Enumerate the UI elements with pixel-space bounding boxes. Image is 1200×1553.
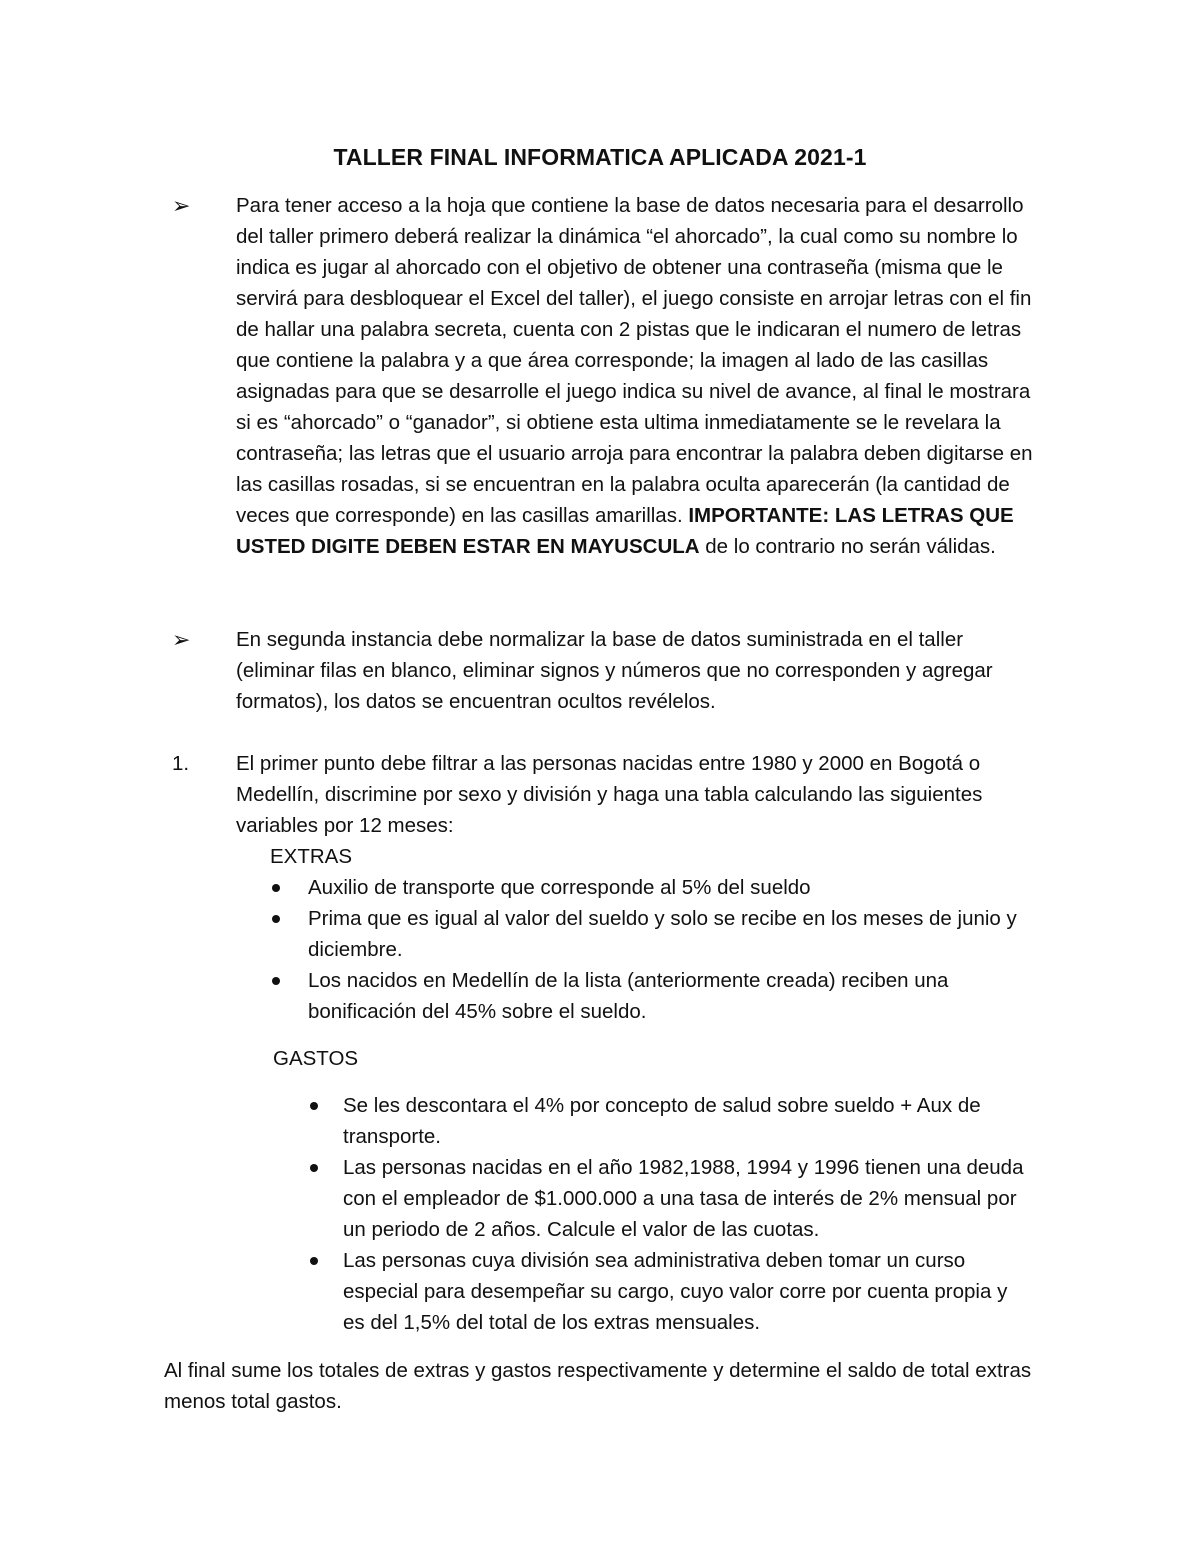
paragraph-access-tail: de lo contrario no serán válidas. xyxy=(705,535,996,558)
paragraph-access xyxy=(236,190,1036,562)
extras-item: Los nacidos en Medellín de la lista (anteriormente creada) reciben una bonificación del 45% sobre el sueldo. xyxy=(308,969,949,1023)
bullet-dot-icon xyxy=(310,1164,318,1172)
bullet-dot-icon xyxy=(272,977,280,985)
extras-item: Auxilio de transporte que corresponde al 5% del sueldo xyxy=(308,876,811,899)
gastos-item: Las personas nacidas en el año 1982,1988, 1994 y 1996 tienen una deuda con el empleador de $1.000.000 a una tasa de interés de 2% mensual por un periodo de 2 años. Calcule el valor de las cuotas. xyxy=(343,1156,1024,1241)
extras-label: EXTRAS xyxy=(270,845,353,868)
gastos-item: Se les descontara el 4% por concepto de salud sobre sueldo + Aux de transporte. xyxy=(343,1094,981,1148)
arrow-bullet-icon: ➢ xyxy=(172,193,191,218)
list-number: 1. xyxy=(172,752,190,775)
gastos-label: GASTOS xyxy=(273,1047,359,1070)
gastos-item: Las personas cuya división sea administrativa deben tomar un curso especial para desempeñar su cargo, cuyo valor corre por cuenta propia y es del 1,5% del total de los extras mensuales. xyxy=(343,1249,1008,1334)
paragraph-normalize: En segunda instancia debe normalizar la base de datos suministrada en el taller (eliminar filas en blanco, eliminar signos y números que no corresponden y agregar formatos), los datos se encuentran ocultos revélelos. xyxy=(236,628,993,713)
final-paragraph: Al final sume los totales de extras y gastos respectivamente y determine el saldo de total extras menos total gastos. xyxy=(164,1359,1032,1413)
arrow-bullet-icon: ➢ xyxy=(172,627,191,652)
bullet-dot-icon xyxy=(310,1257,318,1265)
paragraph-access-important: IMPORTANTE: LAS LETRAS QUE USTED DIGITE DEBEN ESTAR EN MAYUSCULA xyxy=(236,504,1014,558)
bullet-dot-icon xyxy=(310,1102,318,1110)
document-title: TALLER FINAL INFORMATICA APLICADA 2021-1 xyxy=(333,144,867,170)
bullet-dot-icon xyxy=(272,915,280,923)
point-one-text: El primer punto debe filtrar a las personas nacidas entre 1980 y 2000 en Bogotá o Medellín, discrimine por sexo y división y haga una tabla calculando las siguientes variables por 12 meses: xyxy=(236,752,983,837)
paragraph-access-text: Para tener acceso a la hoja que contiene la base de datos necesaria para el desarrollo del taller primero deberá realizar la dinámica “el ahorcado”, la cual como su nombre lo indica es jugar al ahorcado con el objetivo de obtener una contraseña (misma que le servirá para desbloquear el Excel del taller), el juego consiste en arrojar letras con el fin de hallar una palabra secreta, cuenta con 2 pistas que le indicaran el numero de letras que contiene la palabra y a que área corresponde; la imagen al lado de las casillas asignadas para que se desarrolle el juego indica su nivel de avance, al final le mostrara si es “ahorcado” o “ganador”, si obtiene esta ultima inmediatamente se le revelara la contraseña; las letras que el usuario arroja para encontrar la palabra deben digitarse en las casillas rosadas, si se encuentran en la palabra oculta aparecerán (la cantidad de veces que corresponde) en las casillas amarillas. xyxy=(236,194,1033,527)
bullet-dot-icon xyxy=(272,884,280,892)
extras-item: Prima que es igual al valor del sueldo y solo se recibe en los meses de junio y diciembre. xyxy=(308,907,1017,961)
